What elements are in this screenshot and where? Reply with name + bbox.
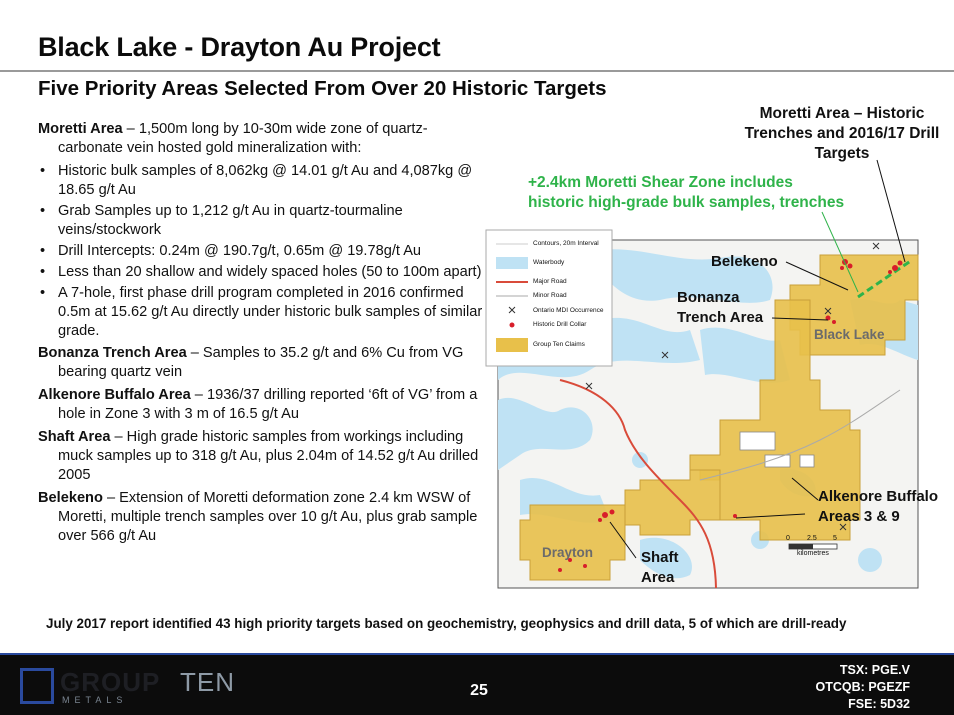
shaft-text: – High grade historic samples from workings including muck samples up to 318 g/t Au, plus 2.04m of 14.52 g/t Au drilled 2005 [58,429,479,483]
legend-label-major-road: Major Road [533,278,567,285]
moretti-bullet: • A 7-hole, first phase drill program completed in 2016 confirmed 0.5m at 15.62 g/t Au directly under historic bulk samples of similar grade. [38,284,488,341]
moretti-callout-line: Targets [814,145,870,162]
shear-zone-callout [528,173,844,213]
alkenore-heading: Alkenore Buffalo Area [38,387,191,403]
logo-mark-icon [20,668,54,704]
legend-water-swatch [496,257,528,269]
shaft-label-line: Area [641,569,675,586]
ticker-otcqb: OTCQB: PGEZF [815,680,910,694]
moretti-bullet: • Historic bulk samples of 8,062kg @ 14.01 g/t Au and 4,087kg @ 18.65 g/t Au [38,162,488,200]
page-subtitle: Five Priority Areas Selected From Over 20 Historic Targets [38,77,607,100]
logo-ten-text: TEN [180,667,235,697]
moretti-text: – 1,500m long by 10-30m wide zone of quartz-carbonate vein hosted gold mineralization with: [58,121,428,156]
black-lake-label: Black Lake [814,327,885,342]
scale-unit: kilometres [797,550,829,557]
belekeno-text: – Extension of Moretti deformation zone 2.4 km WSW of Moretti, multiple trench samples over 10 g/t Au, plus grab sample over 566 g/t Au [58,490,478,544]
moretti-heading: Moretti Area [38,121,123,137]
alkenore-label [818,487,938,527]
legend-drill-swatch [510,323,515,328]
moretti-callout-line: Trenches and 2016/17 Drill [744,125,940,142]
moretti-callout-line: Moretti Area – Historic [759,105,925,122]
scale-tick-2-5: 2.5 [807,535,817,542]
ticker-tsx: TSX: PGE.V [839,663,910,677]
alkenore-label-line: Areas 3 & 9 [818,508,900,525]
bonanza-label [677,288,763,328]
bonanza-label-line: Bonanza [677,289,740,306]
bonanza-text: – Samples to 35.2 g/t and 6% Cu from VG bearing quartz vein [58,345,464,380]
moretti-bullet: • Drill Intercepts: 0.24m @ 190.7g/t, 0.65m @ 19.78g/t Au [38,242,488,261]
bonanza-label-line: Trench Area [677,309,764,326]
shear-callout-line: +2.4km Moretti Shear Zone includes [528,174,793,191]
legend-claims-swatch [496,338,528,352]
drayton-label: Drayton [542,545,594,560]
belekeno-heading: Belekeno [38,490,103,506]
shaft-heading: Shaft Area [38,429,111,445]
shaft-label [641,548,679,588]
legend-label-drill-collar: Historic Drill Collar [533,321,587,328]
moretti-bullet: • Grab Samples up to 1,212 g/t Au in quartz-tourmaline veins/stockwork [38,202,488,240]
scale-tick-5: 5 [833,535,837,542]
ticker-fse: FSE: 5D32 [848,697,910,711]
alkenore-text: – 1936/37 drilling reported ‘6ft of VG’ from a hole in Zone 3 with 3 m of 16.5 g/t Au [58,387,478,422]
moretti-callout [736,104,948,164]
moretti-bullet: • Less than 20 shallow and widely spaced holes (50 to 100m apart) [38,263,488,282]
scale-bar [789,544,837,549]
bonanza-heading: Bonanza Trench Area [38,345,187,361]
legend-label-claims: Group Ten Claims [533,341,585,348]
page-title: Black Lake - Drayton Au Project [38,32,441,62]
alkenore-label-line: Alkenore Buffalo [818,488,939,505]
belekeno-label: Belekeno [711,253,778,270]
shaft-label-line: Shaft [641,549,679,566]
legend-label-mdi: Ontario MDI Occurrence [533,307,604,314]
legend-label-contours: Contours, 20m Interval [533,240,599,247]
legend-label-waterbody: Waterbody [533,259,565,266]
ticker-symbols [816,662,910,713]
shear-callout-line: historic high-grade bulk samples, trenches [528,194,845,211]
page-number: 25 [470,682,488,699]
bottom-note: July 2017 report identified 43 high priority targets based on geochemistry, geophysics and drill data, 5 of which are drill-ready [46,616,847,631]
logo-metals-text: METALS [62,695,128,705]
logo-group-text: GROUP [60,667,161,697]
legend-label-minor-road: Minor Road [533,292,567,299]
scale-tick-0: 0 [786,535,790,542]
